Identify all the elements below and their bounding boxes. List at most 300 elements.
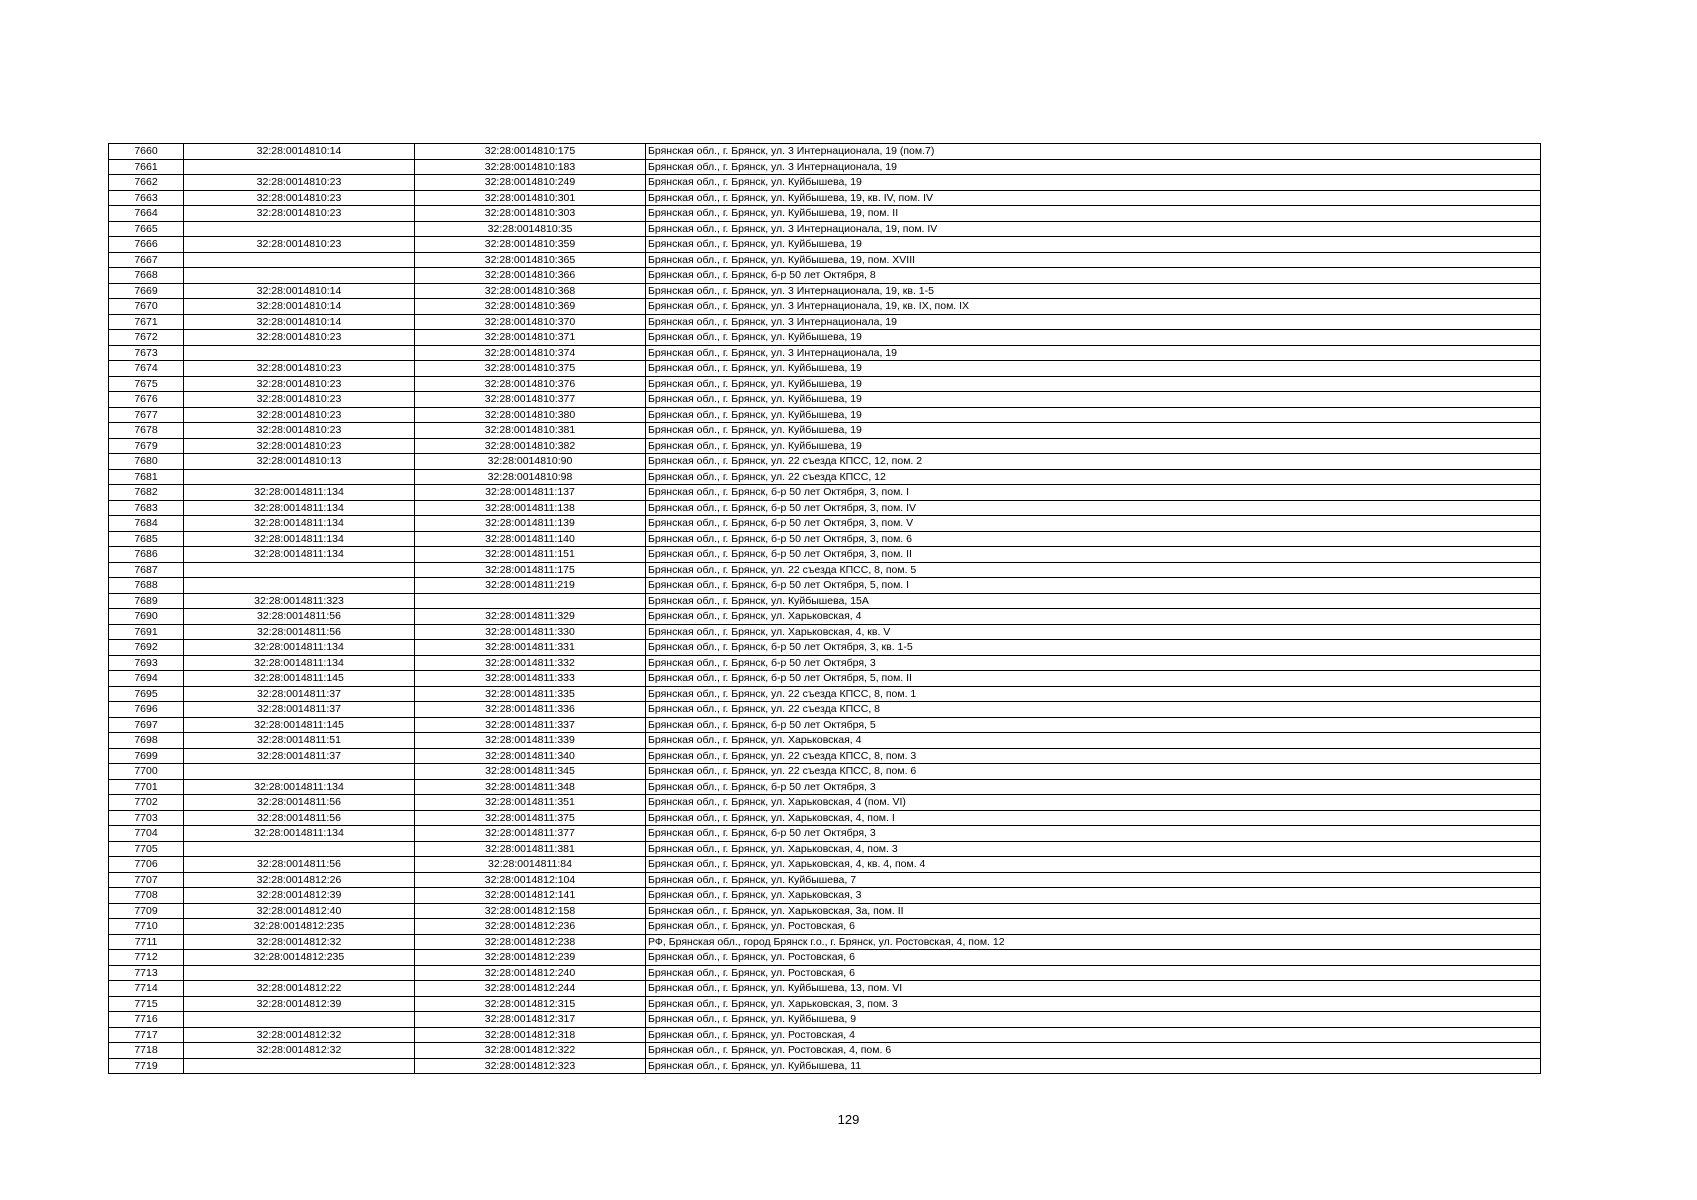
- table-row: [109, 1027, 1541, 1043]
- address-cell: Брянская обл., г. Брянск, б-р 50 лет Октября, 5: [646, 717, 1541, 733]
- parent-cadastral-cell: 32:28:0014810:23: [184, 237, 415, 253]
- row-number-cell: 7695: [109, 686, 184, 702]
- row-number-cell: 7697: [109, 717, 184, 733]
- table-row: [109, 919, 1541, 935]
- parent-cadastral-cell: 32:28:0014811:134: [184, 779, 415, 795]
- address-cell: Брянская обл., г. Брянск, ул. Куйбышева, 7: [646, 872, 1541, 888]
- parent-cadastral-cell: 32:28:0014810:23: [184, 423, 415, 439]
- table-row: [109, 252, 1541, 268]
- parent-cadastral-cell: 32:28:0014812:22: [184, 981, 415, 997]
- address-cell: Брянская обл., г. Брянск, ул. Куйбышева, 19: [646, 407, 1541, 423]
- row-number-cell: 7689: [109, 593, 184, 609]
- row-number-cell: 7683: [109, 500, 184, 516]
- registry-table-container: [108, 143, 1541, 1074]
- table-row: [109, 485, 1541, 501]
- address-cell: Брянская обл., г. Брянск, б-р 50 лет Октября, 3, пом. V: [646, 516, 1541, 532]
- table-row: [109, 702, 1541, 718]
- row-number-cell: 7663: [109, 190, 184, 206]
- cadastral-number-cell: 32:28:0014812:236: [415, 919, 646, 935]
- row-number-cell: 7677: [109, 407, 184, 423]
- parent-cadastral-cell: [184, 345, 415, 361]
- row-number-cell: 7696: [109, 702, 184, 718]
- address-cell: Брянская обл., г. Брянск, ул. Ростовская, 6: [646, 950, 1541, 966]
- parent-cadastral-cell: 32:28:0014811:134: [184, 547, 415, 563]
- address-cell: Брянская обл., г. Брянск, б-р 50 лет Октября, 8: [646, 268, 1541, 284]
- table-row: [109, 717, 1541, 733]
- address-cell: Брянская обл., г. Брянск, ул. 22 съезда КПСС, 12: [646, 469, 1541, 485]
- row-number-cell: 7710: [109, 919, 184, 935]
- table-row: [109, 330, 1541, 346]
- row-number-cell: 7671: [109, 314, 184, 330]
- address-cell: Брянская обл., г. Брянск, ул. 3 Интернационала, 19: [646, 345, 1541, 361]
- parent-cadastral-cell: 32:28:0014810:14: [184, 314, 415, 330]
- parent-cadastral-cell: [184, 268, 415, 284]
- row-number-cell: 7719: [109, 1058, 184, 1074]
- parent-cadastral-cell: 32:28:0014810:23: [184, 206, 415, 222]
- row-number-cell: 7661: [109, 159, 184, 175]
- parent-cadastral-cell: 32:28:0014810:23: [184, 175, 415, 191]
- row-number-cell: 7660: [109, 144, 184, 160]
- parent-cadastral-cell: 32:28:0014810:23: [184, 190, 415, 206]
- address-cell: Брянская обл., г. Брянск, ул. Ростовская, 6: [646, 919, 1541, 935]
- address-cell: Брянская обл., г. Брянск, ул. Куйбышева, 19: [646, 376, 1541, 392]
- address-cell: Брянская обл., г. Брянск, ул. Куйбышева, 19, кв. IV, пом. IV: [646, 190, 1541, 206]
- cadastral-number-cell: 32:28:0014810:35: [415, 221, 646, 237]
- cadastral-number-cell: 32:28:0014812:315: [415, 996, 646, 1012]
- parent-cadastral-cell: 32:28:0014810:23: [184, 330, 415, 346]
- address-cell: Брянская обл., г. Брянск, ул. 3 Интернационала, 19: [646, 314, 1541, 330]
- address-cell: Брянская обл., г. Брянск, ул. 3 Интернационала, 19, кв. 1-5: [646, 283, 1541, 299]
- cadastral-number-cell: 32:28:0014811:375: [415, 810, 646, 826]
- table-row: [109, 314, 1541, 330]
- address-cell: Брянская обл., г. Брянск, ул. Харьковская, 4, пом. I: [646, 810, 1541, 826]
- table-row: [109, 438, 1541, 454]
- row-number-cell: 7668: [109, 268, 184, 284]
- parent-cadastral-cell: 32:28:0014811:37: [184, 702, 415, 718]
- cadastral-number-cell: 32:28:0014811:345: [415, 764, 646, 780]
- address-cell: Брянская обл., г. Брянск, б-р 50 лет Октября, 5, пом. I: [646, 578, 1541, 594]
- cadastral-number-cell: 32:28:0014810:301: [415, 190, 646, 206]
- table-row: [109, 810, 1541, 826]
- table-row: [109, 392, 1541, 408]
- address-cell: Брянская обл., г. Брянск, б-р 50 лет Октября, 3: [646, 655, 1541, 671]
- row-number-cell: 7690: [109, 609, 184, 625]
- row-number-cell: 7673: [109, 345, 184, 361]
- cadastral-number-cell: 32:28:0014811:339: [415, 733, 646, 749]
- row-number-cell: 7674: [109, 361, 184, 377]
- address-cell: Брянская обл., г. Брянск, ул. Куйбышева, 19: [646, 175, 1541, 191]
- parent-cadastral-cell: 32:28:0014812:235: [184, 919, 415, 935]
- address-cell: Брянская обл., г. Брянск, б-р 50 лет Октября, 3, кв. 1-5: [646, 640, 1541, 656]
- address-cell: Брянская обл., г. Брянск, ул. 22 съезда КПСС, 12, пом. 2: [646, 454, 1541, 470]
- table-row: [109, 764, 1541, 780]
- parent-cadastral-cell: 32:28:0014810:14: [184, 299, 415, 315]
- cadastral-number-cell: 32:28:0014811:377: [415, 826, 646, 842]
- row-number-cell: 7715: [109, 996, 184, 1012]
- parent-cadastral-cell: 32:28:0014812:39: [184, 996, 415, 1012]
- parent-cadastral-cell: 32:28:0014811:134: [184, 826, 415, 842]
- row-number-cell: 7664: [109, 206, 184, 222]
- table-row: [109, 857, 1541, 873]
- table-row: [109, 299, 1541, 315]
- table-row: [109, 640, 1541, 656]
- parent-cadastral-cell: 32:28:0014811:134: [184, 500, 415, 516]
- row-number-cell: 7691: [109, 624, 184, 640]
- row-number-cell: 7672: [109, 330, 184, 346]
- address-cell: Брянская обл., г. Брянск, ул. Куйбышева, 19: [646, 423, 1541, 439]
- address-cell: Брянская обл., г. Брянск, ул. 22 съезда КПСС, 8, пом. 1: [646, 686, 1541, 702]
- table-row: [109, 361, 1541, 377]
- parent-cadastral-cell: 32:28:0014811:56: [184, 810, 415, 826]
- parent-cadastral-cell: 32:28:0014810:14: [184, 144, 415, 160]
- registry-table: [108, 143, 1541, 1074]
- registry-table-body: [109, 144, 1541, 1074]
- parent-cadastral-cell: 32:28:0014812:32: [184, 1043, 415, 1059]
- address-cell: Брянская обл., г. Брянск, ул. Куйбышева, 15А: [646, 593, 1541, 609]
- table-row: [109, 237, 1541, 253]
- parent-cadastral-cell: 32:28:0014810:13: [184, 454, 415, 470]
- cadastral-number-cell: 32:28:0014811:337: [415, 717, 646, 733]
- cadastral-number-cell: 32:28:0014811:139: [415, 516, 646, 532]
- parent-cadastral-cell: 32:28:0014811:56: [184, 609, 415, 625]
- cadastral-number-cell: 32:28:0014812:158: [415, 903, 646, 919]
- row-number-cell: 7675: [109, 376, 184, 392]
- cadastral-number-cell: 32:28:0014812:317: [415, 1012, 646, 1028]
- row-number-cell: 7687: [109, 562, 184, 578]
- cadastral-number-cell: 32:28:0014811:84: [415, 857, 646, 873]
- table-row: [109, 593, 1541, 609]
- parent-cadastral-cell: 32:28:0014811:134: [184, 640, 415, 656]
- cadastral-number-cell: 32:28:0014811:381: [415, 841, 646, 857]
- parent-cadastral-cell: [184, 159, 415, 175]
- address-cell: Брянская обл., г. Брянск, ул. Куйбышева, 19: [646, 438, 1541, 454]
- row-number-cell: 7702: [109, 795, 184, 811]
- address-cell: Брянская обл., г. Брянск, ул. 22 съезда КПСС, 8, пом. 3: [646, 748, 1541, 764]
- cadastral-number-cell: 32:28:0014810:377: [415, 392, 646, 408]
- cadastral-number-cell: 32:28:0014811:175: [415, 562, 646, 578]
- parent-cadastral-cell: [184, 578, 415, 594]
- address-cell: Брянская обл., г. Брянск, б-р 50 лет Октября, 3: [646, 779, 1541, 795]
- cadastral-number-cell: 32:28:0014811:333: [415, 671, 646, 687]
- table-row: [109, 175, 1541, 191]
- row-number-cell: 7717: [109, 1027, 184, 1043]
- row-number-cell: 7716: [109, 1012, 184, 1028]
- address-cell: Брянская обл., г. Брянск, ул. Куйбышева, 19: [646, 361, 1541, 377]
- row-number-cell: 7709: [109, 903, 184, 919]
- table-row: [109, 206, 1541, 222]
- cadastral-number-cell: 32:28:0014810:371: [415, 330, 646, 346]
- row-number-cell: 7667: [109, 252, 184, 268]
- address-cell: Брянская обл., г. Брянск, ул. Ростовская, 4: [646, 1027, 1541, 1043]
- table-row: [109, 283, 1541, 299]
- table-row: [109, 268, 1541, 284]
- cadastral-number-cell: 32:28:0014811:329: [415, 609, 646, 625]
- table-row: [109, 671, 1541, 687]
- row-number-cell: 7708: [109, 888, 184, 904]
- row-number-cell: 7704: [109, 826, 184, 842]
- cadastral-number-cell: 32:28:0014811:351: [415, 795, 646, 811]
- cadastral-number-cell: 32:28:0014812:239: [415, 950, 646, 966]
- row-number-cell: 7713: [109, 965, 184, 981]
- parent-cadastral-cell: [184, 1058, 415, 1074]
- table-row: [109, 841, 1541, 857]
- row-number-cell: 7676: [109, 392, 184, 408]
- cadastral-number-cell: 32:28:0014811:219: [415, 578, 646, 594]
- cadastral-number-cell: 32:28:0014810:365: [415, 252, 646, 268]
- row-number-cell: 7680: [109, 454, 184, 470]
- address-cell: Брянская обл., г. Брянск, ул. Куйбышева, 19: [646, 330, 1541, 346]
- table-row: [109, 655, 1541, 671]
- cadastral-number-cell: 32:28:0014811:138: [415, 500, 646, 516]
- row-number-cell: 7679: [109, 438, 184, 454]
- table-row: [109, 376, 1541, 392]
- table-row: [109, 469, 1541, 485]
- parent-cadastral-cell: 32:28:0014810:23: [184, 376, 415, 392]
- parent-cadastral-cell: [184, 252, 415, 268]
- address-cell: Брянская обл., г. Брянск, ул. Куйбышева, 9: [646, 1012, 1541, 1028]
- table-row: [109, 562, 1541, 578]
- address-cell: Брянская обл., г. Брянск, б-р 50 лет Октября, 3, пом. II: [646, 547, 1541, 563]
- parent-cadastral-cell: 32:28:0014811:145: [184, 671, 415, 687]
- table-row: [109, 888, 1541, 904]
- cadastral-number-cell: 32:28:0014810:380: [415, 407, 646, 423]
- address-cell: Брянская обл., г. Брянск, ул. 22 съезда КПСС, 8, пом. 6: [646, 764, 1541, 780]
- parent-cadastral-cell: 32:28:0014811:134: [184, 516, 415, 532]
- address-cell: Брянская обл., г. Брянск, ул. Харьковская, 4, пом. 3: [646, 841, 1541, 857]
- address-cell: Брянская обл., г. Брянск, ул. Ростовская, 4, пом. 6: [646, 1043, 1541, 1059]
- table-row: [109, 1012, 1541, 1028]
- parent-cadastral-cell: 32:28:0014812:32: [184, 1027, 415, 1043]
- parent-cadastral-cell: 32:28:0014811:134: [184, 655, 415, 671]
- address-cell: Брянская обл., г. Брянск, б-р 50 лет Октября, 3, пом. 6: [646, 531, 1541, 547]
- address-cell: Брянская обл., г. Брянск, б-р 50 лет Октября, 5, пом. II: [646, 671, 1541, 687]
- table-row: [109, 826, 1541, 842]
- cadastral-number-cell: 32:28:0014811:336: [415, 702, 646, 718]
- address-cell: Брянская обл., г. Брянск, ул. Харьковская, 3а, пом. II: [646, 903, 1541, 919]
- parent-cadastral-cell: [184, 764, 415, 780]
- table-row: [109, 407, 1541, 423]
- table-row: [109, 221, 1541, 237]
- address-cell: Брянская обл., г. Брянск, ул. Куйбышева, 19: [646, 392, 1541, 408]
- row-number-cell: 7714: [109, 981, 184, 997]
- table-row: [109, 578, 1541, 594]
- table-row: [109, 159, 1541, 175]
- parent-cadastral-cell: 32:28:0014811:37: [184, 748, 415, 764]
- cadastral-number-cell: 32:28:0014810:369: [415, 299, 646, 315]
- row-number-cell: 7666: [109, 237, 184, 253]
- address-cell: Брянская обл., г. Брянск, ул. 22 съезда КПСС, 8: [646, 702, 1541, 718]
- cadastral-number-cell: 32:28:0014811:137: [415, 485, 646, 501]
- table-row: [109, 345, 1541, 361]
- row-number-cell: 7711: [109, 934, 184, 950]
- table-row: [109, 190, 1541, 206]
- row-number-cell: 7699: [109, 748, 184, 764]
- row-number-cell: 7694: [109, 671, 184, 687]
- table-row: [109, 903, 1541, 919]
- parent-cadastral-cell: 32:28:0014812:26: [184, 872, 415, 888]
- address-cell: Брянская обл., г. Брянск, ул. Харьковская, 4, кв. 4, пом. 4: [646, 857, 1541, 873]
- address-cell: Брянская обл., г. Брянск, ул. Харьковская, 4: [646, 733, 1541, 749]
- address-cell: РФ, Брянская обл., город Брянск г.о., г. Брянск, ул. Ростовская, 4, пом. 12: [646, 934, 1541, 950]
- cadastral-number-cell: 32:28:0014810:90: [415, 454, 646, 470]
- parent-cadastral-cell: 32:28:0014811:323: [184, 593, 415, 609]
- row-number-cell: 7698: [109, 733, 184, 749]
- table-row: [109, 454, 1541, 470]
- address-cell: Брянская обл., г. Брянск, ул. 3 Интернационала, 19 (пом.7): [646, 144, 1541, 160]
- table-row: [109, 733, 1541, 749]
- address-cell: Брянская обл., г. Брянск, ул. Харьковская, 3, пом. 3: [646, 996, 1541, 1012]
- row-number-cell: 7685: [109, 531, 184, 547]
- cadastral-number-cell: 32:28:0014812:104: [415, 872, 646, 888]
- parent-cadastral-cell: 32:28:0014811:56: [184, 624, 415, 640]
- row-number-cell: 7670: [109, 299, 184, 315]
- cadastral-number-cell: 32:28:0014811:151: [415, 547, 646, 563]
- cadastral-number-cell: 32:28:0014811:335: [415, 686, 646, 702]
- table-row: [109, 531, 1541, 547]
- row-number-cell: 7693: [109, 655, 184, 671]
- row-number-cell: 7688: [109, 578, 184, 594]
- parent-cadastral-cell: 32:28:0014811:56: [184, 795, 415, 811]
- address-cell: Брянская обл., г. Брянск, ул. 3 Интернационала, 19, пом. IV: [646, 221, 1541, 237]
- address-cell: Брянская обл., г. Брянск, б-р 50 лет Октября, 3, пом. IV: [646, 500, 1541, 516]
- parent-cadastral-cell: [184, 841, 415, 857]
- cadastral-number-cell: 32:28:0014812:322: [415, 1043, 646, 1059]
- parent-cadastral-cell: 32:28:0014812:39: [184, 888, 415, 904]
- parent-cadastral-cell: 32:28:0014811:134: [184, 485, 415, 501]
- address-cell: Брянская обл., г. Брянск, б-р 50 лет Октября, 3: [646, 826, 1541, 842]
- row-number-cell: 7665: [109, 221, 184, 237]
- address-cell: Брянская обл., г. Брянск, ул. Куйбышева, 19: [646, 237, 1541, 253]
- table-row: [109, 934, 1541, 950]
- row-number-cell: 7678: [109, 423, 184, 439]
- cadastral-number-cell: 32:28:0014810:183: [415, 159, 646, 175]
- row-number-cell: 7700: [109, 764, 184, 780]
- address-cell: Брянская обл., г. Брянск, ул. 22 съезда КПСС, 8, пом. 5: [646, 562, 1541, 578]
- parent-cadastral-cell: 32:28:0014811:37: [184, 686, 415, 702]
- cadastral-number-cell: 32:28:0014810:382: [415, 438, 646, 454]
- parent-cadastral-cell: [184, 562, 415, 578]
- address-cell: Брянская обл., г. Брянск, ул. Харьковская, 4, кв. V: [646, 624, 1541, 640]
- cadastral-number-cell: 32:28:0014810:303: [415, 206, 646, 222]
- row-number-cell: 7681: [109, 469, 184, 485]
- table-row: [109, 423, 1541, 439]
- address-cell: Брянская обл., г. Брянск, ул. Харьковская, 3: [646, 888, 1541, 904]
- row-number-cell: 7706: [109, 857, 184, 873]
- cadastral-number-cell: 32:28:0014810:375: [415, 361, 646, 377]
- parent-cadastral-cell: 32:28:0014810:23: [184, 361, 415, 377]
- parent-cadastral-cell: [184, 221, 415, 237]
- address-cell: Брянская обл., г. Брянск, ул. Харьковская, 4 (пом. VI): [646, 795, 1541, 811]
- row-number-cell: 7707: [109, 872, 184, 888]
- table-row: [109, 996, 1541, 1012]
- cadastral-number-cell: 32:28:0014811:140: [415, 531, 646, 547]
- cadastral-number-cell: 32:28:0014811:331: [415, 640, 646, 656]
- address-cell: Брянская обл., г. Брянск, ул. 3 Интернационала, 19: [646, 159, 1541, 175]
- cadastral-number-cell: 32:28:0014811:348: [415, 779, 646, 795]
- table-row: [109, 1043, 1541, 1059]
- parent-cadastral-cell: 32:28:0014811:56: [184, 857, 415, 873]
- table-row: [109, 547, 1541, 563]
- cadastral-number-cell: 32:28:0014810:249: [415, 175, 646, 191]
- parent-cadastral-cell: 32:28:0014810:23: [184, 407, 415, 423]
- parent-cadastral-cell: 32:28:0014812:32: [184, 934, 415, 950]
- table-row: [109, 144, 1541, 160]
- parent-cadastral-cell: 32:28:0014811:145: [184, 717, 415, 733]
- cadastral-number-cell: 32:28:0014811:332: [415, 655, 646, 671]
- address-cell: Брянская обл., г. Брянск, ул. Куйбышева, 11: [646, 1058, 1541, 1074]
- row-number-cell: 7692: [109, 640, 184, 656]
- parent-cadastral-cell: 32:28:0014812:235: [184, 950, 415, 966]
- row-number-cell: 7701: [109, 779, 184, 795]
- cadastral-number-cell: 32:28:0014811:330: [415, 624, 646, 640]
- cadastral-number-cell: 32:28:0014810:359: [415, 237, 646, 253]
- row-number-cell: 7705: [109, 841, 184, 857]
- table-row: [109, 981, 1541, 997]
- cadastral-number-cell: 32:28:0014810:370: [415, 314, 646, 330]
- cadastral-number-cell: 32:28:0014810:98: [415, 469, 646, 485]
- table-row: [109, 795, 1541, 811]
- parent-cadastral-cell: 32:28:0014810:14: [184, 283, 415, 299]
- cadastral-number-cell: 32:28:0014812:318: [415, 1027, 646, 1043]
- cadastral-number-cell: 32:28:0014812:323: [415, 1058, 646, 1074]
- parent-cadastral-cell: 32:28:0014811:134: [184, 531, 415, 547]
- table-row: [109, 965, 1541, 981]
- row-number-cell: 7684: [109, 516, 184, 532]
- address-cell: Брянская обл., г. Брянск, ул. Куйбышева, 13, пом. VI: [646, 981, 1541, 997]
- parent-cadastral-cell: [184, 1012, 415, 1028]
- parent-cadastral-cell: [184, 965, 415, 981]
- row-number-cell: 7703: [109, 810, 184, 826]
- parent-cadastral-cell: 32:28:0014810:23: [184, 438, 415, 454]
- cadastral-number-cell: 32:28:0014812:141: [415, 888, 646, 904]
- cadastral-number-cell: 32:28:0014810:381: [415, 423, 646, 439]
- table-row: [109, 1058, 1541, 1074]
- address-cell: Брянская обл., г. Брянск, ул. Ростовская, 6: [646, 965, 1541, 981]
- row-number-cell: 7712: [109, 950, 184, 966]
- address-cell: Брянская обл., г. Брянск, ул. Куйбышева, 19, пом. II: [646, 206, 1541, 222]
- cadastral-number-cell: 32:28:0014810:376: [415, 376, 646, 392]
- cadastral-number-cell: 32:28:0014810:175: [415, 144, 646, 160]
- row-number-cell: 7682: [109, 485, 184, 501]
- parent-cadastral-cell: 32:28:0014810:23: [184, 392, 415, 408]
- address-cell: Брянская обл., г. Брянск, ул. Харьковская, 4: [646, 609, 1541, 625]
- cadastral-number-cell: [415, 593, 646, 609]
- table-row: [109, 950, 1541, 966]
- row-number-cell: 7669: [109, 283, 184, 299]
- row-number-cell: 7718: [109, 1043, 184, 1059]
- parent-cadastral-cell: 32:28:0014812:40: [184, 903, 415, 919]
- table-row: [109, 686, 1541, 702]
- cadastral-number-cell: 32:28:0014812:238: [415, 934, 646, 950]
- page-number: 129: [837, 1112, 860, 1127]
- parent-cadastral-cell: 32:28:0014811:51: [184, 733, 415, 749]
- table-row: [109, 779, 1541, 795]
- table-row: [109, 500, 1541, 516]
- cadastral-number-cell: 32:28:0014811:340: [415, 748, 646, 764]
- cadastral-number-cell: 32:28:0014810:366: [415, 268, 646, 284]
- address-cell: Брянская обл., г. Брянск, ул. 3 Интернационала, 19, кв. IX, пом. IX: [646, 299, 1541, 315]
- cadastral-number-cell: 32:28:0014812:240: [415, 965, 646, 981]
- address-cell: Брянская обл., г. Брянск, б-р 50 лет Октября, 3, пом. I: [646, 485, 1541, 501]
- table-row: [109, 872, 1541, 888]
- table-row: [109, 609, 1541, 625]
- cadastral-number-cell: 32:28:0014812:244: [415, 981, 646, 997]
- table-row: [109, 748, 1541, 764]
- parent-cadastral-cell: [184, 469, 415, 485]
- address-cell: Брянская обл., г. Брянск, ул. Куйбышева, 19, пом. XVIII: [646, 252, 1541, 268]
- table-row: [109, 624, 1541, 640]
- row-number-cell: 7662: [109, 175, 184, 191]
